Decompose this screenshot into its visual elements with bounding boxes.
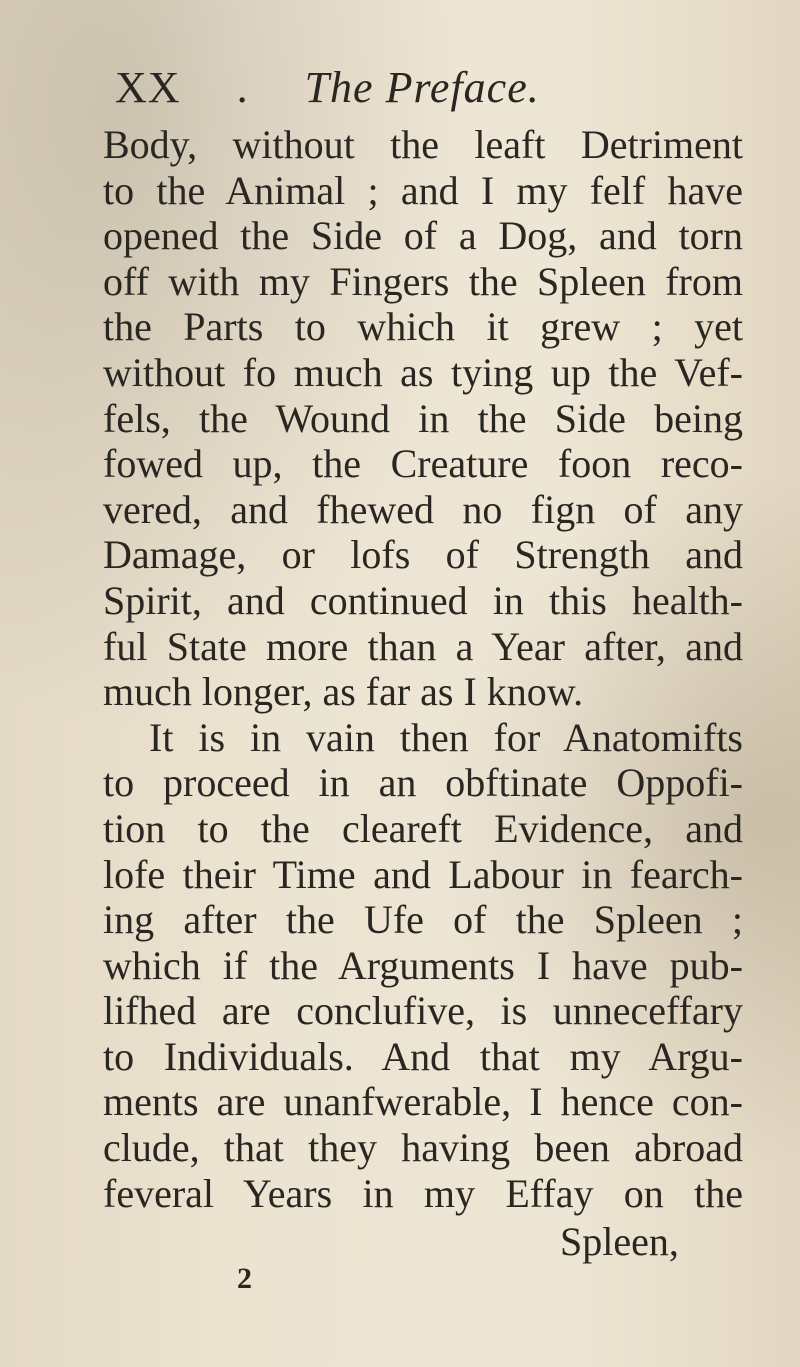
text-line: to the Animal ; and I my felf have [103,167,743,213]
body-text [103,122,743,1216]
text-line: tion to the cleareft Evidence, and [103,805,743,851]
text-line: lofe their Time and Labour in fearch- [103,851,743,897]
text-line: vered, and fhewed no fign of any [103,486,743,532]
running-head [115,62,540,122]
text-line: clude, that they having been abroad [103,1125,743,1171]
text-line: fowed up, the Creature foon reco- [103,441,743,487]
signature-mark: 2 [237,1262,252,1295]
running-head-separator: . [236,63,249,112]
text-line: ful State more than a Year after, and [103,623,743,669]
text-line: to proceed in an obftinate Oppofi- [103,760,743,806]
text-line: opened the Side of a Dog, and torn [103,213,743,259]
text-line: off with my Fingers the Spleen from [103,258,743,304]
text-line: It is in vain then for Anatomifts [149,714,743,760]
catchword: Spleen, [560,1219,679,1264]
text-line: Body, without the leaft Detriment [103,122,743,167]
text-line: fels, the Wound in the Side being [103,395,743,441]
running-head-title: The Preface. [304,63,540,112]
text-line: ing after the Ufe of the Spleen ; [103,897,743,943]
text-line: without fo much as tying up the Vef- [103,349,743,395]
text-line: lifhed are conclufive, is unneceffary [103,988,743,1034]
text-line: to Individuals. And that my Argu- [103,1033,743,1079]
text-line: Spirit, and continued in this health- [103,577,743,623]
text-line: much longer, as far as I know. [103,669,584,715]
text-line: the Parts to which it grew ; yet [103,304,743,350]
text-line: ments are unanfwerable, I hence con- [103,1079,743,1125]
text-line: Damage, or lofs of Strength and [103,532,743,578]
text-line: which if the Arguments I have pub- [103,942,743,988]
text-line: feveral Years in my Effay on the [103,1170,743,1216]
page-number: XX [115,63,181,112]
